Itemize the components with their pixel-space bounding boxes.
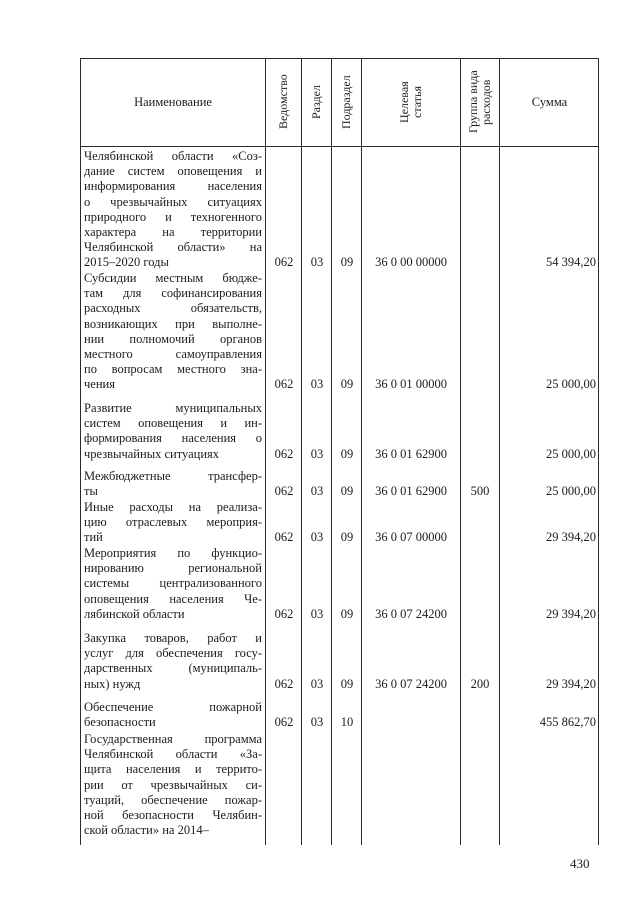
row-summa: 455 862,70 xyxy=(539,715,596,730)
row-name-line: о чрезвычайных ситуациях xyxy=(84,194,262,209)
row-name-line: дание систем оповещения и xyxy=(84,164,262,179)
row-podrazdel: 10 xyxy=(340,715,354,730)
column-border xyxy=(460,58,461,845)
row-summa: 25 000,00 xyxy=(546,377,596,392)
row-summa: 29 394,20 xyxy=(546,676,596,691)
row-name-line: Государственная программа xyxy=(84,732,262,746)
row-vedomstvo: 062 xyxy=(274,446,294,461)
row-celevaya-statya: 36 0 01 00000 xyxy=(375,377,447,392)
row-name-line: Обеспечение пожарной xyxy=(84,700,262,714)
row-celevaya-statya: 36 0 01 62900 xyxy=(375,484,447,499)
row-podrazdel: 09 xyxy=(340,530,354,545)
row-name-line: формирования населения о xyxy=(84,431,262,446)
row-vedomstvo: 062 xyxy=(274,715,294,730)
header-summa: Сумма xyxy=(531,94,568,109)
row-name-line: Челябинской области «Соз- xyxy=(84,149,262,163)
row-name-line: чрезвычайных ситуациях xyxy=(84,446,220,461)
row-vedomstvo: 062 xyxy=(274,255,294,270)
row-name xyxy=(84,732,262,838)
row-name-line: нированию региональной xyxy=(84,561,262,576)
row-name-line: там для софинансирования xyxy=(84,286,262,301)
row-vedomstvo: 062 xyxy=(274,530,294,545)
row-name-line: характера на территории xyxy=(84,225,262,240)
row-name-line: Развитие муниципальных xyxy=(84,401,262,415)
row-name-line: Челябинской области «За- xyxy=(84,747,262,762)
row-razdel: 03 xyxy=(310,530,324,545)
row-name-line: оповещения населения Че- xyxy=(84,591,262,606)
row-celevaya-statya: 36 0 01 62900 xyxy=(375,446,447,461)
header-razdel: Раздел xyxy=(309,85,323,119)
row-name-line: расходных обязательств, xyxy=(84,301,262,316)
header-vedomstvo: Ведомство xyxy=(276,74,290,130)
row-name-line: рии от чрезвычайных си- xyxy=(84,777,262,792)
row-name xyxy=(84,469,262,499)
row-name-line: природного и техногенного xyxy=(84,209,262,224)
row-name-line: лябинской области xyxy=(84,606,185,621)
row-celevaya-statya: 36 0 00 00000 xyxy=(375,255,447,270)
row-gruppa-vida-rashodov: 200 xyxy=(470,676,490,691)
row-name-line: систем оповещения и ин- xyxy=(84,416,262,431)
row-razdel: 03 xyxy=(310,484,324,499)
row-name-line: Межбюджетные трансфер- xyxy=(84,469,262,483)
row-podrazdel: 09 xyxy=(340,484,354,499)
row-celevaya-statya: 36 0 07 24200 xyxy=(375,606,447,621)
row-name-line: чения xyxy=(84,377,115,392)
row-name xyxy=(84,546,262,622)
row-razdel: 03 xyxy=(310,377,324,392)
row-name xyxy=(84,500,262,546)
row-razdel: 03 xyxy=(310,715,324,730)
row-summa: 29 394,20 xyxy=(546,530,596,545)
row-name-line: ных) нужд xyxy=(84,676,141,691)
row-summa: 54 394,20 xyxy=(546,255,596,270)
row-vedomstvo: 062 xyxy=(274,676,294,691)
row-name-line: услуг для обеспечения госу- xyxy=(84,646,262,661)
row-name xyxy=(84,401,262,462)
column-border xyxy=(598,58,599,845)
row-celevaya-statya: 36 0 07 00000 xyxy=(375,530,447,545)
header-podrazdel: Подраздел xyxy=(339,75,353,129)
row-name-line: тий xyxy=(84,530,103,545)
row-podrazdel: 09 xyxy=(340,255,354,270)
row-razdel: 03 xyxy=(310,255,324,270)
row-name-line: системы централизованного xyxy=(84,576,262,591)
page-number: 430 xyxy=(570,856,590,871)
header-celevaya-statya: Целевая статья xyxy=(397,81,424,123)
row-name-line: щита населения и террито- xyxy=(84,762,262,777)
row-name-line: 2015–2020 годы xyxy=(84,255,169,270)
row-name-line: возникающих при выполне- xyxy=(84,316,262,331)
row-name-line: информирования населения xyxy=(84,179,262,194)
row-name-line: ской области» на 2014– xyxy=(84,823,209,838)
row-name-line: местного самоуправления xyxy=(84,347,262,362)
header-gruppa-vida-rashodov: Группа вида расходов xyxy=(466,70,493,134)
row-name-line: ной безопасности Челябин- xyxy=(84,808,262,823)
row-summa: 25 000,00 xyxy=(546,446,596,461)
header-name: Наименование xyxy=(134,94,212,109)
row-celevaya-statya: 36 0 07 24200 xyxy=(375,676,447,691)
row-name-line: Челябинской области» на xyxy=(84,240,262,255)
row-razdel: 03 xyxy=(310,446,324,461)
row-name-line: дарственных (муниципаль- xyxy=(84,661,262,676)
row-name xyxy=(84,700,262,730)
row-name-line: Субсидии местным бюдже- xyxy=(84,271,262,285)
row-name-line: по вопросам местного зна- xyxy=(84,362,262,377)
row-name-line: безопасности xyxy=(84,715,156,730)
row-name-line: Закупка товаров, работ и xyxy=(84,631,262,645)
row-name-line: нии полномочий органов xyxy=(84,331,262,346)
row-podrazdel: 09 xyxy=(340,606,354,621)
row-vedomstvo: 062 xyxy=(274,377,294,392)
row-name xyxy=(84,149,262,271)
row-name-line: ты xyxy=(84,484,98,499)
row-summa: 25 000,00 xyxy=(546,484,596,499)
row-name-line: цию отраслевых мероприя- xyxy=(84,515,262,530)
row-name xyxy=(84,271,262,393)
row-name-line: Мероприятия по функцио- xyxy=(84,546,262,560)
row-gruppa-vida-rashodov: 500 xyxy=(470,484,490,499)
row-name-line: Иные расходы на реализа- xyxy=(84,500,262,514)
row-podrazdel: 09 xyxy=(340,377,354,392)
row-razdel: 03 xyxy=(310,676,324,691)
row-razdel: 03 xyxy=(310,606,324,621)
row-vedomstvo: 062 xyxy=(274,606,294,621)
column-border xyxy=(80,58,81,845)
row-vedomstvo: 062 xyxy=(274,484,294,499)
header-bottom-border xyxy=(80,146,599,147)
row-summa: 29 394,20 xyxy=(546,606,596,621)
row-name xyxy=(84,631,262,692)
row-podrazdel: 09 xyxy=(340,676,354,691)
row-name-line: туаций, обеспечение пожар- xyxy=(84,792,262,807)
row-podrazdel: 09 xyxy=(340,446,354,461)
